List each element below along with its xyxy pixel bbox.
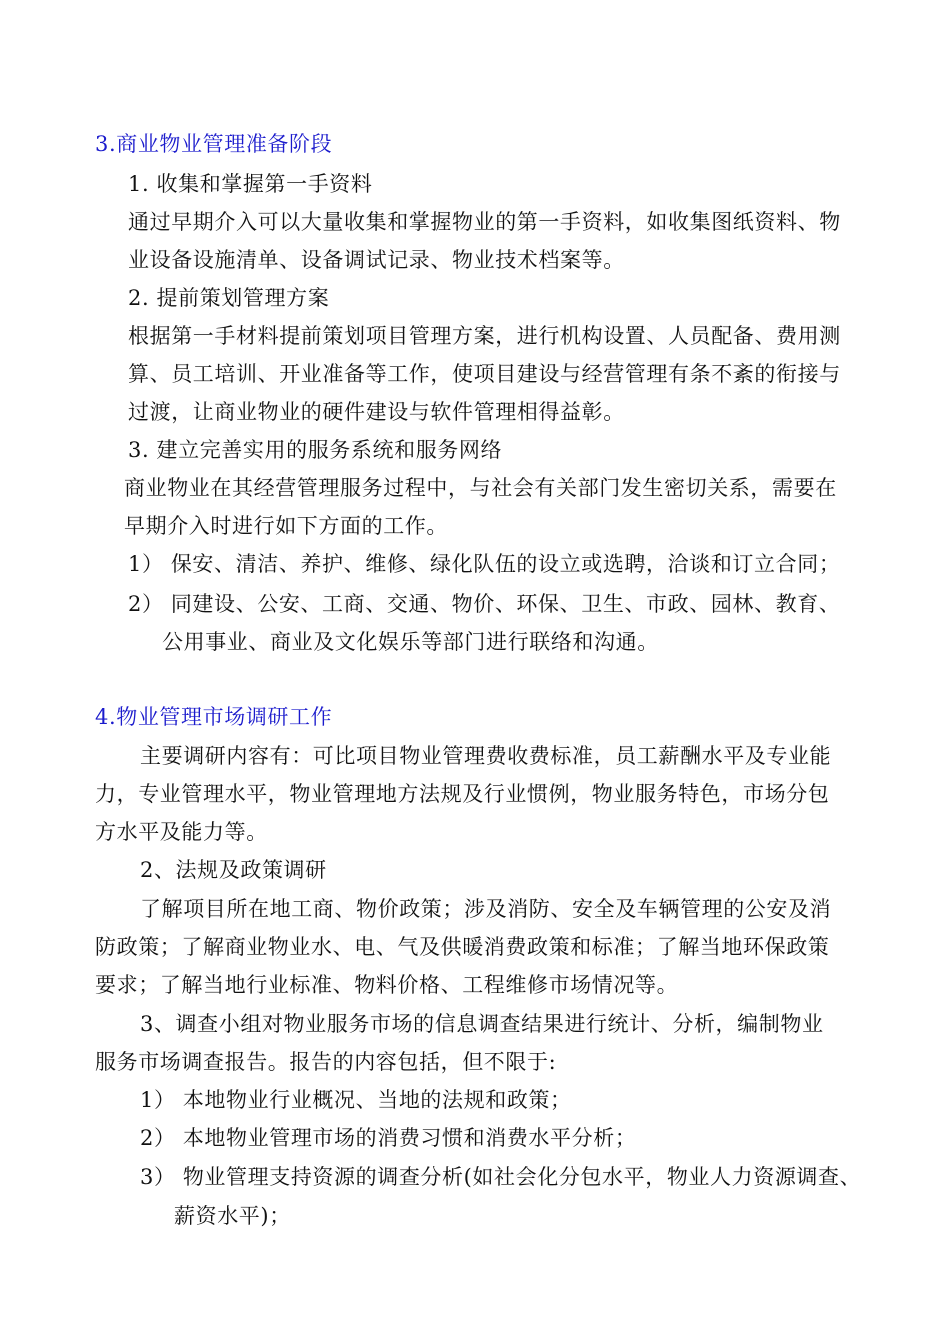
section-4-item-3-body-line-1: 3、调查小组对物业服务市场的信息调查结果进行统计、分析，编制物业 [140,1012,824,1036]
section-3-item-1-body-line-2: 业设备设施清单、设备调试记录、物业技术档案等。 [128,248,625,272]
section-4-intro-line-1: 主要调研内容有：可比项目物业管理费收费标准，员工薪酬水平及专业能 [140,744,832,768]
section-4-item-2-body-line-3: 要求；了解当地行业标准、物料价格、工程维修市场情况等。 [95,973,679,997]
section-4-intro-line-3: 方水平及能力等。 [95,820,268,844]
section-3-item-2-body-line-3: 过渡，让商业物业的硬件建设与软件管理相得益彰。 [128,400,625,424]
section-4-item-2-body-line-1: 了解项目所在地工商、物价政策；涉及消防、安全及车辆管理的公安及消 [140,897,832,921]
section-4-list-item-2: 2） 本地物业管理市场的消费习惯和消费水平分析； [140,1126,637,1150]
section-4-heading: 4.物业管理市场调研工作 [95,705,333,729]
section-4-intro-line-2: 力，专业管理水平，物业管理地方法规及行业惯例，物业服务特色，市场分包 [95,782,830,806]
section-3-sub-item-2-line-1: 2） 同建设、公安、工商、交通、物价、环保、卫生、市政、园林、教育、 [128,592,841,616]
section-3-sub-item-1: 1） 保安、清洁、养护、维修、绿化队伍的设立或选聘，洽谈和订立合同； [128,552,841,576]
section-3-item-3-body-line-1: 商业物业在其经营管理服务过程中，与社会有关部门发生密切关系，需要在 [124,476,837,500]
section-4-list-item-3-line-1: 3） 物业管理支持资源的调查分析(如社会化分包水平，物业人力资源调查、 [140,1165,862,1189]
section-3-item-2-body-line-1: 根据第一手材料提前策划项目管理方案，进行机构设置、人员配备、费用测 [128,324,841,348]
section-3-item-2-title: 2. 提前策划管理方案 [128,286,330,310]
section-3-item-3-title: 3. 建立完善实用的服务系统和服务网络 [128,438,503,462]
section-3-item-1-body-line-1: 通过早期介入可以大量收集和掌握物业的第一手资料，如收集图纸资料、物 [128,210,841,234]
section-4-item-2-title: 2、法规及政策调研 [140,858,327,882]
section-4-item-2-body-line-2: 防政策；了解商业物业水、电、气及供暖消费政策和标准；了解当地环保政策 [95,935,830,959]
section-4-item-3-body-line-2: 服务市场调查报告。报告的内容包括，但不限于: [95,1050,557,1074]
section-3-sub-item-2-line-2: 公用事业、商业及文化娱乐等部门进行联络和沟通。 [162,630,659,654]
section-3-item-3-body-line-2: 早期介入时进行如下方面的工作。 [124,514,448,538]
section-3-item-1-title: 1. 收集和掌握第一手资料 [128,172,373,196]
section-4-list-item-3-line-2: 薪资水平)； [174,1204,291,1228]
section-3-item-2-body-line-2: 算、员工培训、开业准备等工作，使项目建设与经营管理有条不紊的衔接与 [128,362,841,386]
section-3-heading: 3.商业物业管理准备阶段 [95,132,333,156]
section-4-list-item-1: 1） 本地物业行业概况、当地的法规和政策； [140,1088,572,1112]
